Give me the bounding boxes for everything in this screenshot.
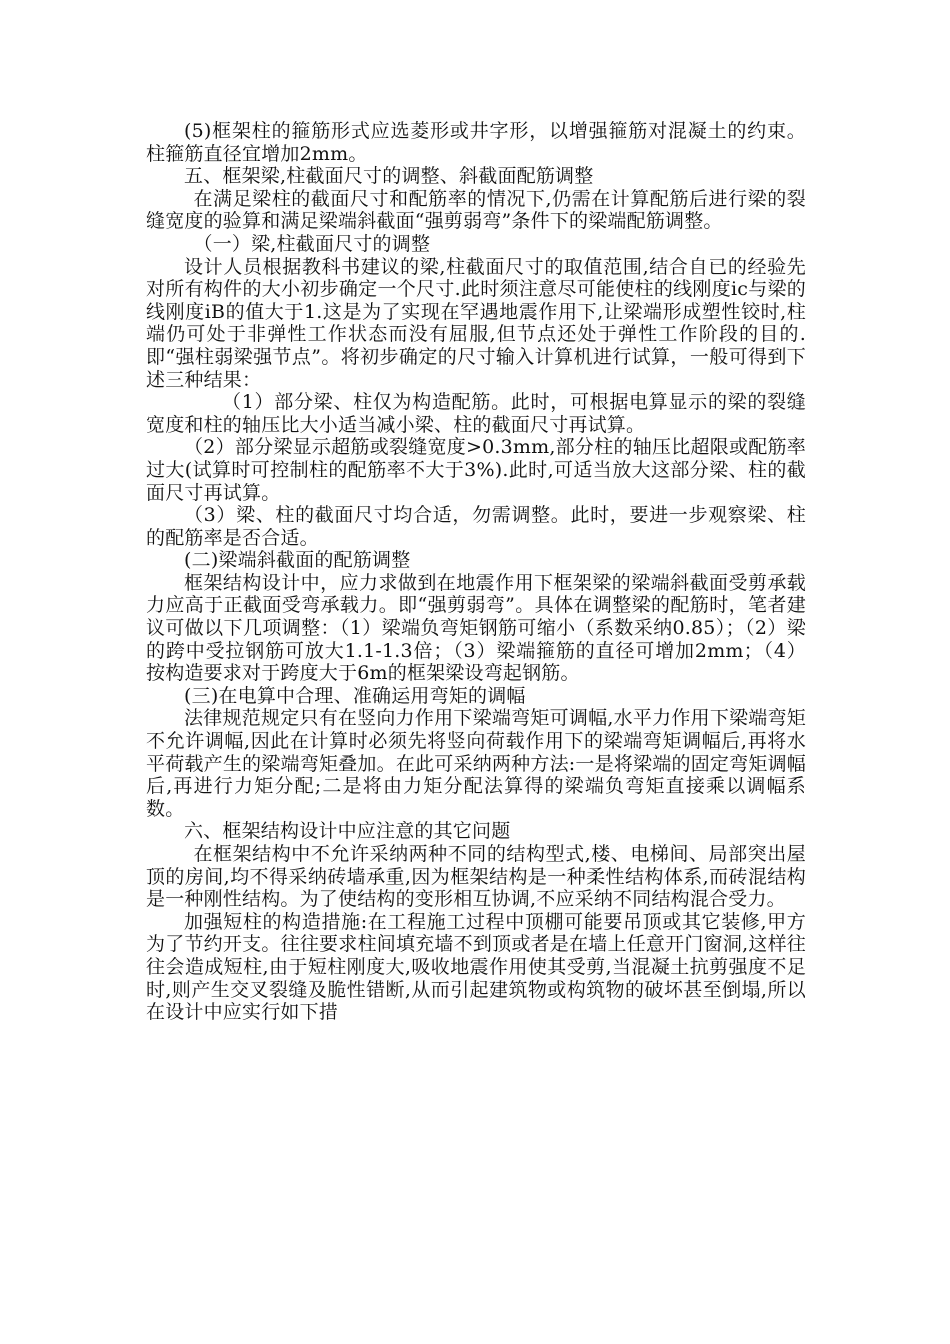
section-heading-six: 六、框架结构设计中应注意的其它问题 (184, 820, 511, 843)
subsection-heading-three: (三)在电算中合理、准确运用弯矩的调幅 (184, 684, 526, 707)
paragraph-result-3: （3）梁、柱的截面尺寸均合适，勿需调整。此时，要进一步观察梁、柱的配筋率是否合适。 (146, 504, 806, 549)
paragraph-moment-redistribution: 法律规范规定只有在竖向力作用下梁端弯矩可调幅,水平力作用下梁端弯矩不允许调幅,因此在计算时必须先将竖向荷载作用下的梁端弯矩调幅后,再将水平荷载产生的梁端弯矩叠加。在此可采纳两种方法:一是将梁端的固定弯矩调幅后,再进行力矩分配;二是将由力矩分配法算得的梁端负弯矩直接乘以调幅系数。 (146, 707, 806, 820)
subsection-heading-two: (二)梁端斜截面的配筋调整 (184, 549, 411, 572)
section-heading-five: 五、框架梁,柱截面尺寸的调整、斜截面配筋调整 (184, 165, 594, 188)
paragraph-result-1: （1）部分梁、柱仅为构造配筋。此时，可根据电算显示的梁的裂缝宽度和柱的轴压比大小适当减小梁、柱的截面尺寸再试算。 (146, 391, 806, 436)
paragraph-section-size: 设计人员根据教科书建议的梁,柱截面尺寸的取值范围,结合自已的经验先对所有构件的大小初步确定一个尺寸.此时须注意尽可能使柱的线刚度ic与梁的线刚度iB的值大于1.这是为了实现在罕遇地震作用下,让梁端形成塑性铰时,柱端仍可处于非弹性工作状态而没有屈服,但节点还处于弹性工作阶段的目的.即“强柱弱梁强节点”。将初步确定的尺寸输入计算机进行试算，一般可得到下述三种结果： (146, 255, 806, 391)
document-page (146, 120, 806, 1024)
paragraph-result-2: （2）部分梁显示超筋或裂缝宽度>0.3mm,部分柱的轴压比超限或配筋率过大(试算时可控制柱的配筋率不大于3%).此时,可适当放大这部分梁、柱的截面尺寸再试算。 (146, 436, 806, 504)
paragraph-shear-design: 框架结构设计中，应力求做到在地震作用下框架梁的梁端斜截面受剪承载力应高于正截面受弯承载力。即“强剪弱弯”。具体在调整梁的配筋时，笔者建议可做以下几项调整：（1）梁端负弯矩钢筋可缩小（系数采纳0.85）；（2）梁的跨中受拉钢筋可放大1.1-1.3倍；（3）梁端箍筋的直径可增加2mm；（4）按构造要求对于跨度大于6m的框架梁设弯起钢筋。 (146, 571, 806, 685)
paragraph-crack-check: 在满足梁柱的截面尺寸和配筋率的情况下,仍需在计算配筋后进行梁的裂缝宽度的验算和满足梁端斜截面“强剪弱弯”条件下的梁端配筋调整。 (146, 187, 806, 233)
paragraph-short-column: 加强短柱的构造措施:在工程施工过程中顶棚可能要吊顶或其它装修,甲方为了节约开支。往往要求柱间填充墙不到顶或者是在墙上任意开门窗洞,这样往往会造成短柱,由于短柱刚度大,吸收地震作用使其受剪,当混凝土抗剪强度不足时,则产生交叉裂缝及脆性错断,从而引起建筑物或构筑物的破坏甚至倒塌,所以在设计中应实行如下措 (146, 910, 806, 1024)
paragraph-mixed-structure: 在框架结构中不允许采纳两种不同的结构型式,楼、电梯间、局部突出屋顶的房间,均不得采纳砖墙承重,因为框架结构是一种柔性结构体系,而砖混结构是一种刚性结构。为了使结构的变形相互协调,不应采纳不同结构混合受力。 (146, 843, 806, 911)
subsection-heading-one: （一）梁,柱截面尺寸的调整 (193, 232, 431, 255)
paragraph-stirrup-form: (5)框架柱的箍筋形式应选菱形或井字形，以增强箍筋对混凝土的约束。柱箍筋直径宜增加2mm。 (146, 120, 806, 165)
